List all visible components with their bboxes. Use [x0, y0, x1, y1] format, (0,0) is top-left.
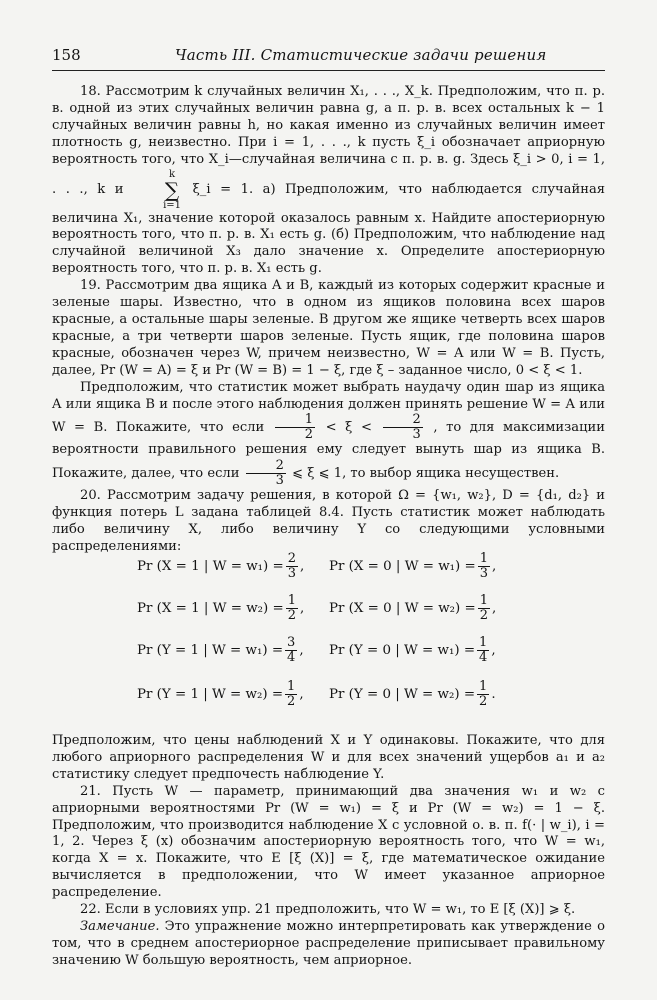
page-number: 158 [52, 46, 81, 64]
equation-row: Pr (Y = 1 | W = w₂) = $\frac{1}{2}$ , Pr (Y = 0 | W = w₂) = $\frac{1}{2}$ . [137, 679, 496, 709]
exercise-20-continued: Предположим, что цены наблюдений X и Y одинаковы. Покажите, что для любого априорного распределения W и для всех значений ущербов a₁ и a₂ статистику следует предпочесть наблюдение Y. [52, 733, 605, 782]
remark-label: Замечание. [80, 918, 160, 934]
exercise-19: 19. Рассмотрим два ящика A и B, каждый из которых содержит красные и зеленые шары. Известно, что в одном из ящиков половина всех шаров красные, а остальные шары зеленые. В другом же ящике четверть всех шаров красные, а три четверти шаров зеленые. Пусть ящик, где половина шаров красные, обозначен через W, причем неизвестно, W = A или W = B. Пусть, далее, Pr (W = A) = ξ и Pr (W = B) = 1 − ξ, где ξ – заданное число, 0 < ξ < 1. [52, 278, 605, 378]
running-header-title: Часть III. Статистические задачи решения [175, 46, 547, 64]
text-block-top [52, 84, 605, 556]
equation-row: Pr (Y = 1 | W = w₁) = $\frac{3}{4}$ , Pr (Y = 0 | W = w₁) = $\frac{1}{4}$ , [137, 635, 496, 665]
equation-row: Pr (X = 1 | W = w₂) = $\frac{1}{2}$ , Pr (X = 0 | W = w₂) = $\frac{1}{2}$ , [137, 593, 497, 623]
fraction-one-half: $\frac{1}{2}$ [275, 413, 315, 442]
exercise-21: 21. Пусть W — параметр, принимающий два значения w₁ и w₂ с априорными вероятностями Pr (W = w₁) = ξ и Pr (W = w₂) = 1 − ξ. Предположим, что производится наблюдение X с условной о. в. п. f(· | w_i), i = 1, 2. Через ξ (x) обозначим апостериорную вероятность того, что W = w₁, когда X = x. Покажите, что E [ξ (X)] = ξ, где математическое ожидание вычисляется в предположении, что W имеет указанное априорное распределение. [52, 783, 605, 901]
fraction-two-thirds: $\frac{2}{3}$ [383, 413, 423, 442]
header-rule [52, 70, 605, 71]
exercise-19-continued: Предположим, что статистик может выбрать наудачу один шар из ящика A или ящика B и после этого наблюдения должен принять решение W = A или W = B. Покажите, что если $\frac{1}{2}$ < ξ < $\frac{2}{3}$ , то для максимизации вероятности правильного решения ему следует вынуть шар из ящика B. Покажите, далее, что если $\frac{2}{3}$ ⩽ ξ ⩽ 1, то выбор ящика несуществен. [52, 379, 605, 489]
remark [52, 919, 605, 970]
exercise-18-cont: i = 1, . . ., k и k ∑ i=1 ξ_i = 1. а) Предположим, что наблюдается случайная величина X₁, значение которой оказалось равным x. Найдите апостериорную вероятность того, что п. р. в. X₁ есть g. (б) Предположим, что наблюдение над случайной величиной X₃ дало значение x. Определите апостериорную вероятность того, что п. р. в. X₁ есть g. [52, 151, 606, 277]
exercise-18 [52, 84, 605, 278]
equation-row: Pr (X = 1 | W = w₁) = $\frac{2}{3}$ , Pr (X = 0 | W = w₁) = $\frac{1}{3}$ , [137, 551, 497, 581]
fraction-two-thirds-2: $\frac{2}{3}$ [246, 459, 286, 488]
exercise-20: 20. Рассмотрим задачу решения, в которой Ω = {w₁, w₂}, D = {d₁, d₂} и функция потерь L задана таблицей 8.4. Пусть статистик может наблюдать либо величину X, либо величину Y со следующими условными распределениями: [52, 488, 605, 555]
exercise-22: 22. Если в условиях упр. 21 предположить, что W = w₁, то E [ξ (X)] ⩾ ξ. [80, 902, 576, 918]
exercise-18-text: 18. Рассмотрим k случайных величин X₁, . . ., X_k. Предположим, что п. р. в. одной из этих случайных величин равна g, а п. р. в. всех остальных k − 1 случайных величин равны h, но какая именно из случайных величин имеет плотность g, неизвестно. При i = 1, . . ., k пусть ξ_i обозначает априорную вероятность того, что X_i—случайная величина с п. р. в. g. Здесь ξ_i > 0, [52, 84, 605, 167]
sum-operator: k ∑ i=1 [163, 168, 182, 211]
remark-text: Это упражнение можно интерпретировать как утверждение о том, что в среднем апостериорное распределение приписывает правильному значению W большую вероятность, чем априорное. [52, 918, 605, 968]
text-block-bottom [52, 733, 605, 970]
